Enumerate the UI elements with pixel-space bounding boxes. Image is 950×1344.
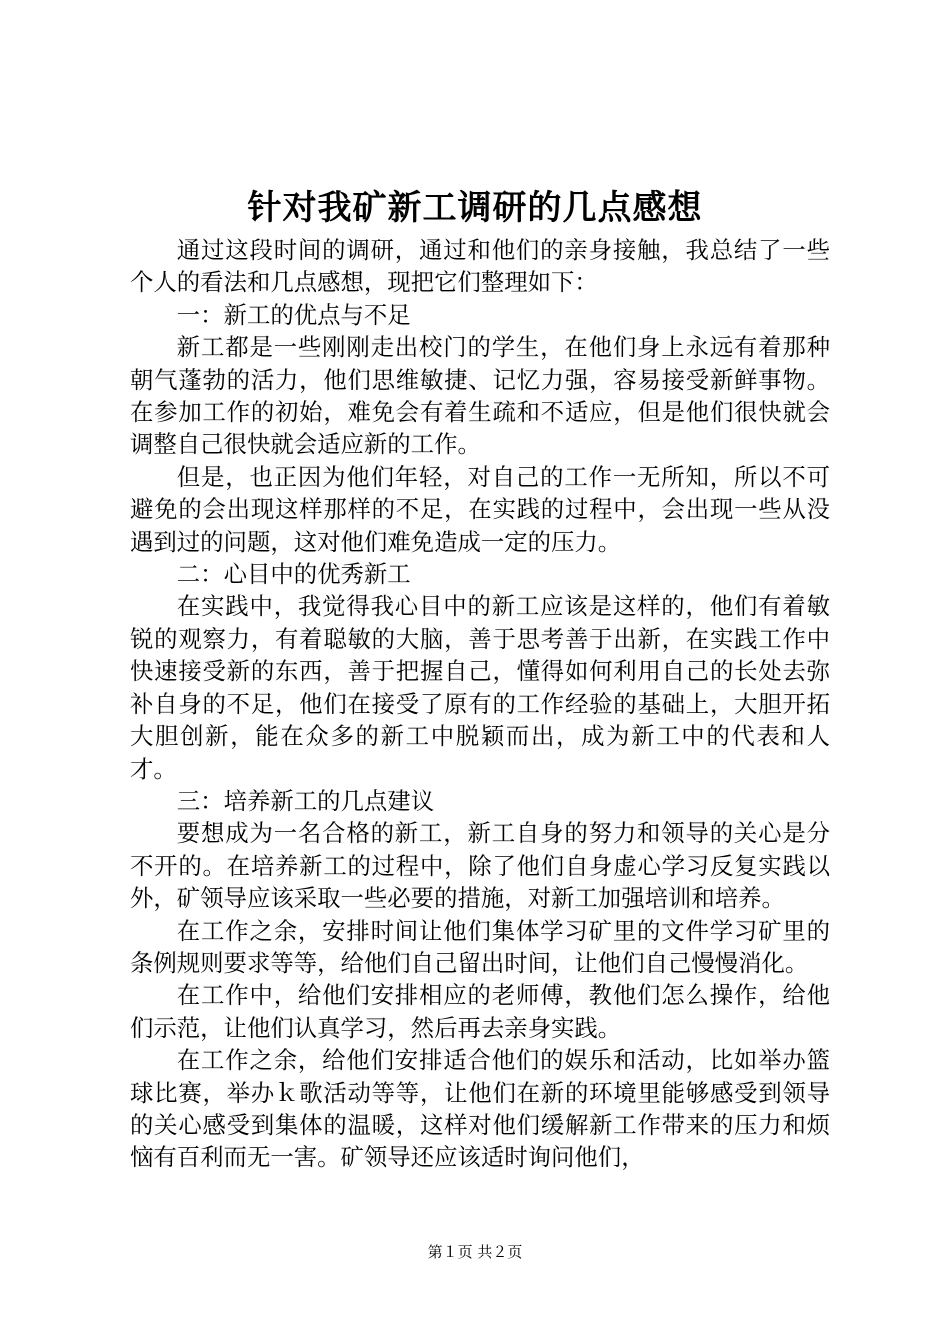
section-heading-3: 三：培养新工的几点建议 <box>176 786 435 815</box>
paragraph: 要想成为一名合格的新工，新工自身的努力和领导的关心是分不开的。在培养新工的过程中，除了他们自身虚心学习反复实践以外，矿领导应该采取一些必要的措施，对新工加强培训和培养。 <box>130 819 830 913</box>
paragraph: 在工作之余，给他们安排适合他们的娱乐和活动，比如举办篮球比赛，举办ｋ歌活动等等，让他们在新的环境里能够感受到领导的关心感受到集体的温暖，这样对他们缓解新工作带来的压力和烦恼有百利而无一害。矿领导还应该适时询问他们， <box>130 1046 830 1172</box>
paragraph: 但是，也正因为他们年轻，对自己的工作一无所知，所以不可避免的会出现这样那样的不足，在实践的过程中，会出现一些从没遇到过的问题，这对他们难免造成一定的压力。 <box>130 462 830 556</box>
paragraph: 新工都是一些刚刚走出校门的学生，在他们身上永远有着那种朝气蓬勃的活力，他们思维敏捷、记忆力强，容易接受新鲜事物。在参加工作的初始，难免会有着生疏和不适应，但是他们很快就会调整自己很快就会适应新的工作。 <box>130 333 830 459</box>
page-footer: 第１页 共２页 <box>427 1243 523 1261</box>
paragraph-intro: 通过这段时间的调研，通过和他们的亲身接触，我总结了一些个人的看法和几点感想，现把它们整理如下： <box>130 236 830 297</box>
document-body <box>130 234 830 1174</box>
paragraph: 在工作中，给他们安排相应的老师傅，教他们怎么操作，给他们示范，让他们认真学习，然后再去亲身实践。 <box>130 981 830 1042</box>
paragraph: 在工作之余，安排时间让他们集体学习矿里的文件学习矿里的条例规则要求等等，给他们自己留出时间，让他们自己慢慢消化。 <box>130 916 830 977</box>
document-title: 针对我矿新工调研的几点感想 <box>247 188 703 228</box>
paragraph: 在实践中，我觉得我心目中的新工应该是这样的，他们有着敏锐的观察力，有着聪敏的大脑，善于思考善于出新，在实践工作中快速接受新的东西，善于把握自己，懂得如何利用自己的长处去弥补自身的不足，他们在接受了原有的工作经验的基础上，大胆开拓大胆创新，能在众多的新工中脱颖而出，成为新工中的代表和人才。 <box>130 592 830 783</box>
section-heading-1: 一：新工的优点与不足 <box>176 300 411 329</box>
section-heading-2: 二：心目中的优秀新工 <box>176 560 411 589</box>
